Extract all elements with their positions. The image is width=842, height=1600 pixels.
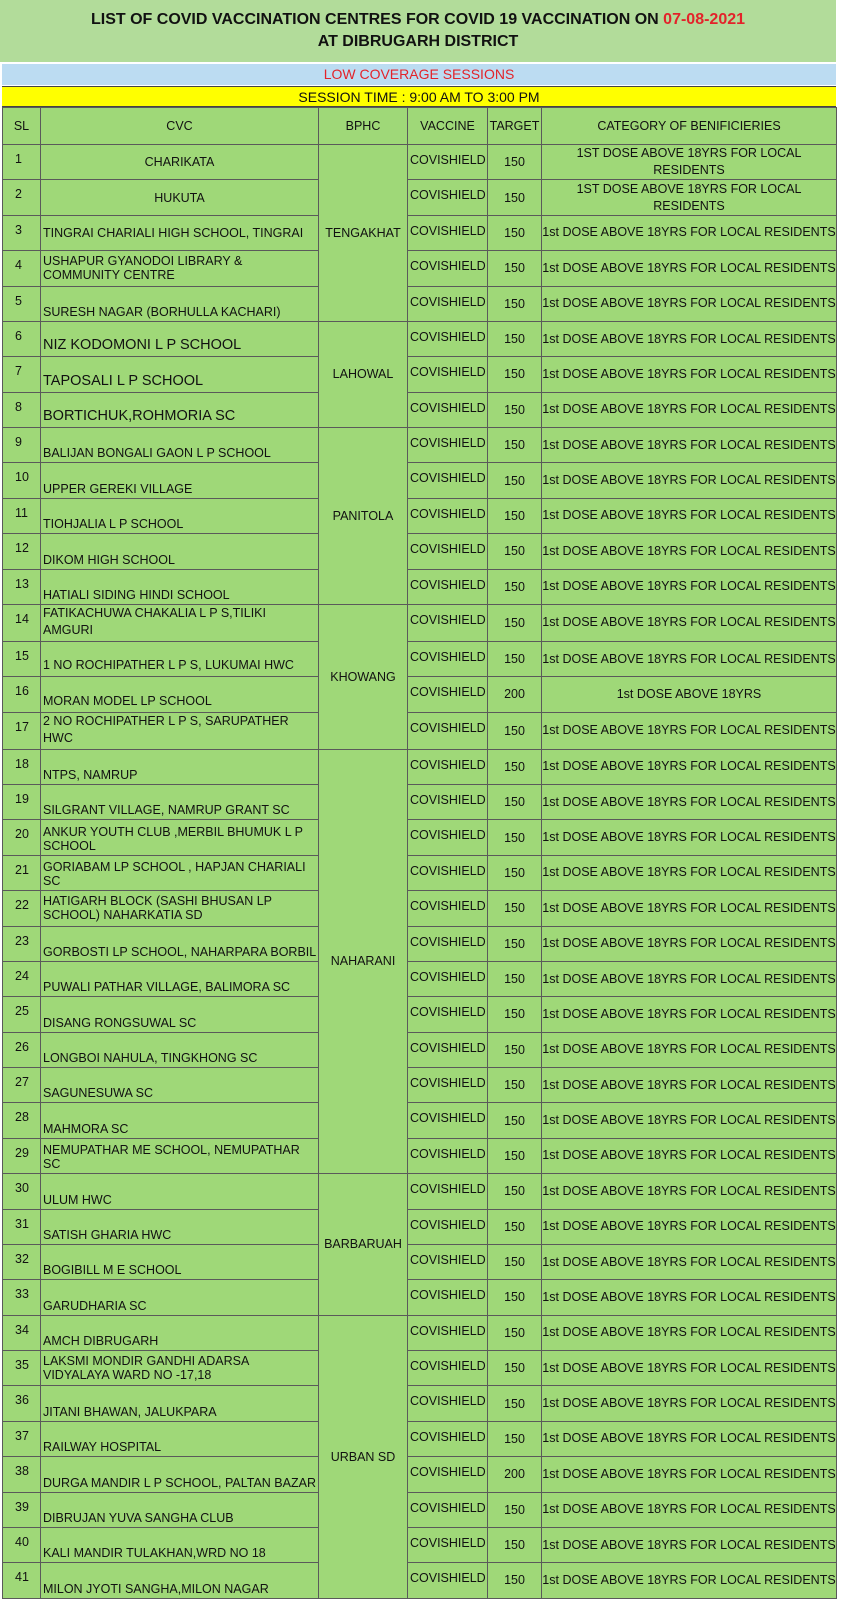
cell-target: 150: [488, 891, 542, 926]
cell-cvc: KALI MANDIR TULAKHAN,WRD NO 18: [41, 1527, 319, 1562]
cell-target: 150: [488, 1280, 542, 1315]
cell-target: 150: [488, 1492, 542, 1527]
cell-sl: 13: [3, 569, 41, 604]
cell-vaccine: COVISHIELD: [408, 641, 488, 676]
cell-cvc: FATIKACHUWA CHAKALIA L P S,TILIKI AMGURI: [41, 604, 319, 641]
cell-cvc: BOGIBILL M E SCHOOL: [41, 1244, 319, 1279]
table-row: [3, 569, 837, 604]
table-row: [3, 1421, 837, 1456]
document-title: [0, 0, 836, 62]
table-row: [3, 1492, 837, 1527]
cell-cvc: RAILWAY HOSPITAL: [41, 1421, 319, 1456]
cell-target: 150: [488, 251, 542, 286]
cell-sl: 2: [3, 180, 41, 215]
cell-category: 1st DOSE ABOVE 18YRS FOR LOCAL RESIDENTS: [542, 1351, 837, 1386]
cell-cvc: SATISH GHARIA HWC: [41, 1209, 319, 1244]
cell-sl: 17: [3, 712, 41, 749]
cell-cvc: GORBOSTI LP SCHOOL, NAHARPARA BORBIL: [41, 926, 319, 961]
cell-sl: 37: [3, 1421, 41, 1456]
table-row: [3, 463, 837, 498]
table-row: [3, 392, 837, 427]
cell-target: 150: [488, 145, 542, 180]
cell-target: 150: [488, 1386, 542, 1421]
table-row: [3, 1209, 837, 1244]
col-header-bphc: BPHC: [319, 108, 408, 145]
cell-vaccine: COVISHIELD: [408, 357, 488, 392]
cell-target: 150: [488, 926, 542, 961]
cell-category: 1st DOSE ABOVE 18YRS FOR LOCAL RESIDENTS: [542, 1209, 837, 1244]
table-row: [3, 961, 837, 996]
cell-sl: 11: [3, 498, 41, 533]
cell-sl: 15: [3, 641, 41, 676]
table-row: [3, 498, 837, 533]
cell-category: 1st DOSE ABOVE 18YRS FOR LOCAL RESIDENTS: [542, 1068, 837, 1103]
cell-category: 1st DOSE ABOVE 18YRS FOR LOCAL RESIDENTS: [542, 1138, 837, 1173]
cell-category: 1st DOSE ABOVE 18YRS FOR LOCAL RESIDENTS: [542, 1527, 837, 1562]
cell-vaccine: COVISHIELD: [408, 749, 488, 784]
cell-category: 1st DOSE ABOVE 18YRS FOR LOCAL RESIDENTS: [542, 498, 837, 533]
cell-sl: 20: [3, 820, 41, 855]
cell-vaccine: COVISHIELD: [408, 1280, 488, 1315]
cell-vaccine: COVISHIELD: [408, 534, 488, 569]
cell-category: 1st DOSE ABOVE 18YRS FOR LOCAL RESIDENTS: [542, 997, 837, 1032]
cell-sl: 29: [3, 1138, 41, 1173]
col-header-cvc: CVC: [41, 108, 319, 145]
cell-target: 150: [488, 1103, 542, 1138]
table-row: [3, 997, 837, 1032]
table-row: [3, 1563, 837, 1598]
cell-target: 150: [488, 1351, 542, 1386]
cell-category: 1st DOSE ABOVE 18YRS FOR LOCAL RESIDENTS: [542, 785, 837, 820]
cell-bphc: PANITOLA: [319, 428, 408, 605]
cell-target: 150: [488, 498, 542, 533]
cell-category: 1st DOSE ABOVE 18YRS FOR LOCAL RESIDENTS: [542, 392, 837, 427]
table-row: [3, 1032, 837, 1067]
cell-target: 150: [488, 749, 542, 784]
cell-bphc: NAHARANI: [319, 749, 408, 1174]
table-row: [3, 820, 837, 855]
cell-sl: 31: [3, 1209, 41, 1244]
cell-vaccine: COVISHIELD: [408, 997, 488, 1032]
cell-category: 1st DOSE ABOVE 18YRS FOR LOCAL RESIDENTS: [542, 961, 837, 996]
cell-category: 1st DOSE ABOVE 18YRS FOR LOCAL RESIDENTS: [542, 569, 837, 604]
cell-category: 1st DOSE ABOVE 18YRS FOR LOCAL RESIDENTS: [542, 1315, 837, 1350]
table-row: [3, 1386, 837, 1421]
cell-cvc: DURGA MANDIR L P SCHOOL, PALTAN BAZAR: [41, 1457, 319, 1492]
title-date: 07-08-2021: [663, 11, 746, 28]
cell-cvc: BALIJAN BONGALI GAON L P SCHOOL: [41, 428, 319, 463]
cell-sl: 4: [3, 251, 41, 286]
cell-category: 1st DOSE ABOVE 18YRS FOR LOCAL RESIDENTS: [542, 215, 837, 250]
coverage-banner: LOW COVERAGE SESSIONS: [2, 64, 836, 85]
table-row: [3, 641, 837, 676]
cell-cvc: DIBRUJAN YUVA SANGHA CLUB: [41, 1492, 319, 1527]
cell-cvc: ULUM HWC: [41, 1174, 319, 1209]
table-row: [3, 1457, 837, 1492]
table-row: [3, 855, 837, 890]
table-row: [3, 215, 837, 250]
cell-category: 1st DOSE ABOVE 18YRS FOR LOCAL RESIDENTS: [542, 641, 837, 676]
cell-target: 150: [488, 785, 542, 820]
cell-vaccine: COVISHIELD: [408, 785, 488, 820]
cell-cvc: NIZ KODOMONI L P SCHOOL: [41, 321, 319, 356]
table-row: [3, 1138, 837, 1173]
cell-vaccine: COVISHIELD: [408, 1563, 488, 1598]
cell-category: 1st DOSE ABOVE 18YRS FOR LOCAL RESIDENTS: [542, 1280, 837, 1315]
cell-vaccine: COVISHIELD: [408, 926, 488, 961]
cell-category: 1st DOSE ABOVE 18YRS FOR LOCAL RESIDENTS: [542, 428, 837, 463]
cell-sl: 8: [3, 392, 41, 427]
cell-cvc: AMCH DIBRUGARH: [41, 1315, 319, 1350]
cell-vaccine: COVISHIELD: [408, 1068, 488, 1103]
cell-target: 150: [488, 855, 542, 890]
cell-vaccine: COVISHIELD: [408, 392, 488, 427]
cell-cvc: SURESH NAGAR (BORHULLA KACHARI): [41, 286, 319, 321]
cell-category: 1st DOSE ABOVE 18YRS FOR LOCAL RESIDENTS: [542, 463, 837, 498]
cell-category: 1st DOSE ABOVE 18YRS FOR LOCAL RESIDENTS: [542, 712, 837, 749]
cell-category: 1st DOSE ABOVE 18YRS FOR LOCAL RESIDENTS: [542, 1103, 837, 1138]
cell-cvc: LONGBOI NAHULA, TINGKHONG SC: [41, 1032, 319, 1067]
cell-target: 150: [488, 215, 542, 250]
cell-cvc: SILGRANT VILLAGE, NAMRUP GRANT SC: [41, 785, 319, 820]
cell-category: 1st DOSE ABOVE 18YRS FOR LOCAL RESIDENTS: [542, 1563, 837, 1598]
cell-sl: 32: [3, 1244, 41, 1279]
cell-sl: 18: [3, 749, 41, 784]
cell-cvc: UPPER GEREKI VILLAGE: [41, 463, 319, 498]
cell-target: 150: [488, 1068, 542, 1103]
cell-sl: 22: [3, 891, 41, 926]
cell-cvc: NTPS, NAMRUP: [41, 749, 319, 784]
table-row: [3, 677, 837, 712]
cell-sl: 36: [3, 1386, 41, 1421]
cell-cvc: 1 NO ROCHIPATHER L P S, LUKUMAI HWC: [41, 641, 319, 676]
cell-sl: 12: [3, 534, 41, 569]
cell-sl: 1: [3, 145, 41, 180]
cell-cvc: BORTICHUK,ROHMORIA SC: [41, 392, 319, 427]
cell-cvc: PUWALI PATHAR VILLAGE, BALIMORA SC: [41, 961, 319, 996]
cell-sl: 10: [3, 463, 41, 498]
cell-cvc: CHARIKATA: [41, 145, 319, 180]
title-main: LIST OF COVID VACCINATION CENTRES FOR COVID 19 VACCINATION ON: [90, 11, 659, 28]
cell-target: 150: [488, 1174, 542, 1209]
cell-category: 1st DOSE ABOVE 18YRS FOR LOCAL RESIDENTS: [542, 891, 837, 926]
table-row: [3, 926, 837, 961]
table-header-row: [3, 108, 837, 145]
cell-sl: 16: [3, 677, 41, 712]
cell-sl: 25: [3, 997, 41, 1032]
table-row: [3, 1527, 837, 1562]
table-row: [3, 357, 837, 392]
cell-target: 150: [488, 641, 542, 676]
cell-category: 1st DOSE ABOVE 18YRS FOR LOCAL RESIDENTS: [542, 1032, 837, 1067]
cell-cvc: MORAN MODEL LP SCHOOL: [41, 677, 319, 712]
cell-vaccine: COVISHIELD: [408, 677, 488, 712]
cell-vaccine: COVISHIELD: [408, 820, 488, 855]
table-row: [3, 321, 837, 356]
cell-sl: 7: [3, 357, 41, 392]
cell-vaccine: COVISHIELD: [408, 286, 488, 321]
table-row: [3, 1351, 837, 1386]
cell-target: 150: [488, 1315, 542, 1350]
cell-vaccine: COVISHIELD: [408, 1103, 488, 1138]
cell-vaccine: COVISHIELD: [408, 321, 488, 356]
cell-sl: 6: [3, 321, 41, 356]
cell-vaccine: COVISHIELD: [408, 1244, 488, 1279]
cell-cvc: HATIGARH BLOCK (SASHI BHUSAN LP SCHOOL) NAHARKATIA SD: [41, 891, 319, 926]
cell-cvc: HUKUTA: [41, 180, 319, 215]
cell-vaccine: COVISHIELD: [408, 251, 488, 286]
cell-sl: 34: [3, 1315, 41, 1350]
cell-target: 150: [488, 534, 542, 569]
cell-vaccine: COVISHIELD: [408, 712, 488, 749]
cell-category: 1st DOSE ABOVE 18YRS FOR LOCAL RESIDENTS: [542, 1174, 837, 1209]
cell-sl: 33: [3, 1280, 41, 1315]
cell-vaccine: COVISHIELD: [408, 891, 488, 926]
table-row: [3, 1103, 837, 1138]
cell-sl: 23: [3, 926, 41, 961]
cell-cvc: HATIALI SIDING HINDI SCHOOL: [41, 569, 319, 604]
cell-vaccine: COVISHIELD: [408, 1351, 488, 1386]
cell-target: 200: [488, 1457, 542, 1492]
col-header-sl: SL: [3, 108, 41, 145]
cell-sl: 3: [3, 215, 41, 250]
cell-target: 150: [488, 1421, 542, 1456]
cell-vaccine: COVISHIELD: [408, 1315, 488, 1350]
cell-target: 150: [488, 712, 542, 749]
cell-cvc: JITANI BHAWAN, JALUKPARA: [41, 1386, 319, 1421]
cell-vaccine: COVISHIELD: [408, 180, 488, 215]
cell-target: 150: [488, 1527, 542, 1562]
cell-bphc: KHOWANG: [319, 604, 408, 749]
cell-sl: 39: [3, 1492, 41, 1527]
cell-cvc: NEMUPATHAR ME SCHOOL, NEMUPATHAR SC: [41, 1138, 319, 1173]
cell-cvc: MILON JYOTI SANGHA,MILON NAGAR: [41, 1563, 319, 1598]
cell-bphc: BARBARUAH: [319, 1174, 408, 1316]
cell-target: 150: [488, 428, 542, 463]
cell-target: 150: [488, 1032, 542, 1067]
cell-category: 1st DOSE ABOVE 18YRS FOR LOCAL RESIDENTS: [542, 321, 837, 356]
cell-target: 150: [488, 1244, 542, 1279]
table-row: [3, 1174, 837, 1209]
cell-cvc: TIOHJALIA L P SCHOOL: [41, 498, 319, 533]
table-row: [3, 145, 837, 180]
table-row: [3, 1315, 837, 1350]
cell-cvc: GARUDHARIA SC: [41, 1280, 319, 1315]
cell-bphc: LAHOWAL: [319, 321, 408, 427]
cell-vaccine: COVISHIELD: [408, 498, 488, 533]
cell-sl: 41: [3, 1563, 41, 1598]
cell-category: 1st DOSE ABOVE 18YRS FOR LOCAL RESIDENTS: [542, 926, 837, 961]
cell-vaccine: COVISHIELD: [408, 1457, 488, 1492]
table-row: [3, 286, 837, 321]
cell-category: 1ST DOSE ABOVE 18YRS FOR LOCAL RESIDENTS: [542, 145, 837, 180]
cell-sl: 27: [3, 1068, 41, 1103]
cell-vaccine: COVISHIELD: [408, 961, 488, 996]
cell-category: 1st DOSE ABOVE 18YRS FOR LOCAL RESIDENTS: [542, 534, 837, 569]
cell-vaccine: COVISHIELD: [408, 604, 488, 641]
cell-target: 150: [488, 286, 542, 321]
cell-vaccine: COVISHIELD: [408, 855, 488, 890]
cell-cvc: TAPOSALI L P SCHOOL: [41, 357, 319, 392]
cell-vaccine: COVISHIELD: [408, 1032, 488, 1067]
cell-target: 150: [488, 604, 542, 641]
cell-cvc: MAHMORA SC: [41, 1103, 319, 1138]
cell-category: 1st DOSE ABOVE 18YRS FOR LOCAL RESIDENTS: [542, 1386, 837, 1421]
cell-target: 150: [488, 997, 542, 1032]
cell-vaccine: COVISHIELD: [408, 215, 488, 250]
cell-category: 1st DOSE ABOVE 18YRS FOR LOCAL RESIDENTS: [542, 1244, 837, 1279]
cell-category: 1st DOSE ABOVE 18YRS FOR LOCAL RESIDENTS: [542, 1457, 837, 1492]
table-row: [3, 891, 837, 926]
cell-cvc: USHAPUR GYANODOI LIBRARY & COMMUNITY CENTRE: [41, 251, 319, 286]
cell-target: 150: [488, 1138, 542, 1173]
cell-cvc: 2 NO ROCHIPATHER L P S, SARUPATHER HWC: [41, 712, 319, 749]
cell-vaccine: COVISHIELD: [408, 569, 488, 604]
cell-sl: 5: [3, 286, 41, 321]
table-row: [3, 1280, 837, 1315]
cell-target: 150: [488, 463, 542, 498]
cell-target: 150: [488, 180, 542, 215]
cell-cvc: GORIABAM LP SCHOOL , HAPJAN CHARIALI SC: [41, 855, 319, 890]
cell-category: 1st DOSE ABOVE 18YRS FOR LOCAL RESIDENTS: [542, 357, 837, 392]
cell-vaccine: COVISHIELD: [408, 1209, 488, 1244]
cell-category: 1st DOSE ABOVE 18YRS FOR LOCAL RESIDENTS: [542, 1421, 837, 1456]
cell-sl: 28: [3, 1103, 41, 1138]
cell-bphc: TENGAKHAT: [319, 145, 408, 322]
cell-target: 150: [488, 392, 542, 427]
cell-sl: 24: [3, 961, 41, 996]
cell-target: 150: [488, 820, 542, 855]
cell-vaccine: COVISHIELD: [408, 1492, 488, 1527]
cell-sl: 14: [3, 604, 41, 641]
table-row: [3, 785, 837, 820]
cell-category: 1st DOSE ABOVE 18YRS FOR LOCAL RESIDENTS: [542, 251, 837, 286]
col-header-category: CATEGORY OF BENIFICIERIES: [542, 108, 837, 145]
table-row: [3, 534, 837, 569]
table-row: [3, 712, 837, 749]
table-row: [3, 1244, 837, 1279]
cell-category: 1st DOSE ABOVE 18YRS FOR LOCAL RESIDENTS: [542, 604, 837, 641]
cell-cvc: DISANG RONGSUWAL SC: [41, 997, 319, 1032]
table-row: [3, 180, 837, 215]
title-line2: AT DIBRUGARH DISTRICT: [317, 33, 519, 50]
cell-category: 1st DOSE ABOVE 18YRS FOR LOCAL RESIDENTS: [542, 1492, 837, 1527]
cell-vaccine: COVISHIELD: [408, 1174, 488, 1209]
cell-vaccine: COVISHIELD: [408, 1138, 488, 1173]
cell-target: 150: [488, 321, 542, 356]
cell-target: 150: [488, 1209, 542, 1244]
cell-sl: 21: [3, 855, 41, 890]
table-row: [3, 1068, 837, 1103]
cell-sl: 40: [3, 1527, 41, 1562]
table-row: [3, 251, 837, 286]
cell-vaccine: COVISHIELD: [408, 1527, 488, 1562]
cell-cvc: ANKUR YOUTH CLUB ,MERBIL BHUMUK L P SCHOOL: [41, 820, 319, 855]
cell-sl: 38: [3, 1457, 41, 1492]
cell-category: 1ST DOSE ABOVE 18YRS FOR LOCAL RESIDENTS: [542, 180, 837, 215]
cell-category: 1st DOSE ABOVE 18YRS FOR LOCAL RESIDENTS: [542, 855, 837, 890]
table-row: [3, 749, 837, 784]
table-row: [3, 604, 837, 641]
cell-cvc: LAKSMI MONDIR GANDHI ADARSA VIDYALAYA WARD NO -17,18: [41, 1351, 319, 1386]
table-row: [3, 428, 837, 463]
cell-vaccine: COVISHIELD: [408, 428, 488, 463]
cell-target: 150: [488, 1563, 542, 1598]
cell-cvc: DIKOM HIGH SCHOOL: [41, 534, 319, 569]
session-time-banner: SESSION TIME : 9:00 AM TO 3:00 PM: [2, 86, 836, 107]
cell-sl: 19: [3, 785, 41, 820]
cell-sl: 26: [3, 1032, 41, 1067]
cell-category: 1st DOSE ABOVE 18YRS FOR LOCAL RESIDENTS: [542, 749, 837, 784]
cell-sl: 35: [3, 1351, 41, 1386]
cell-target: 150: [488, 961, 542, 996]
cell-vaccine: COVISHIELD: [408, 1386, 488, 1421]
cell-cvc: TINGRAI CHARIALI HIGH SCHOOL, TINGRAI: [41, 215, 319, 250]
col-header-vaccine: VACCINE: [408, 108, 488, 145]
cell-category: 1st DOSE ABOVE 18YRS FOR LOCAL RESIDENTS: [542, 820, 837, 855]
cell-sl: 9: [3, 428, 41, 463]
cell-cvc: SAGUNESUWA SC: [41, 1068, 319, 1103]
cell-target: 200: [488, 677, 542, 712]
cell-target: 150: [488, 357, 542, 392]
cell-sl: 30: [3, 1174, 41, 1209]
cell-vaccine: COVISHIELD: [408, 145, 488, 180]
col-header-target: TARGET: [488, 108, 542, 145]
cell-vaccine: COVISHIELD: [408, 463, 488, 498]
cell-category: 1st DOSE ABOVE 18YRS FOR LOCAL RESIDENTS: [542, 286, 837, 321]
cell-target: 150: [488, 569, 542, 604]
vaccination-table: [2, 107, 837, 1599]
cell-bphc: URBAN SD: [319, 1315, 408, 1598]
cell-vaccine: COVISHIELD: [408, 1421, 488, 1456]
cell-category: 1st DOSE ABOVE 18YRS: [542, 677, 837, 712]
